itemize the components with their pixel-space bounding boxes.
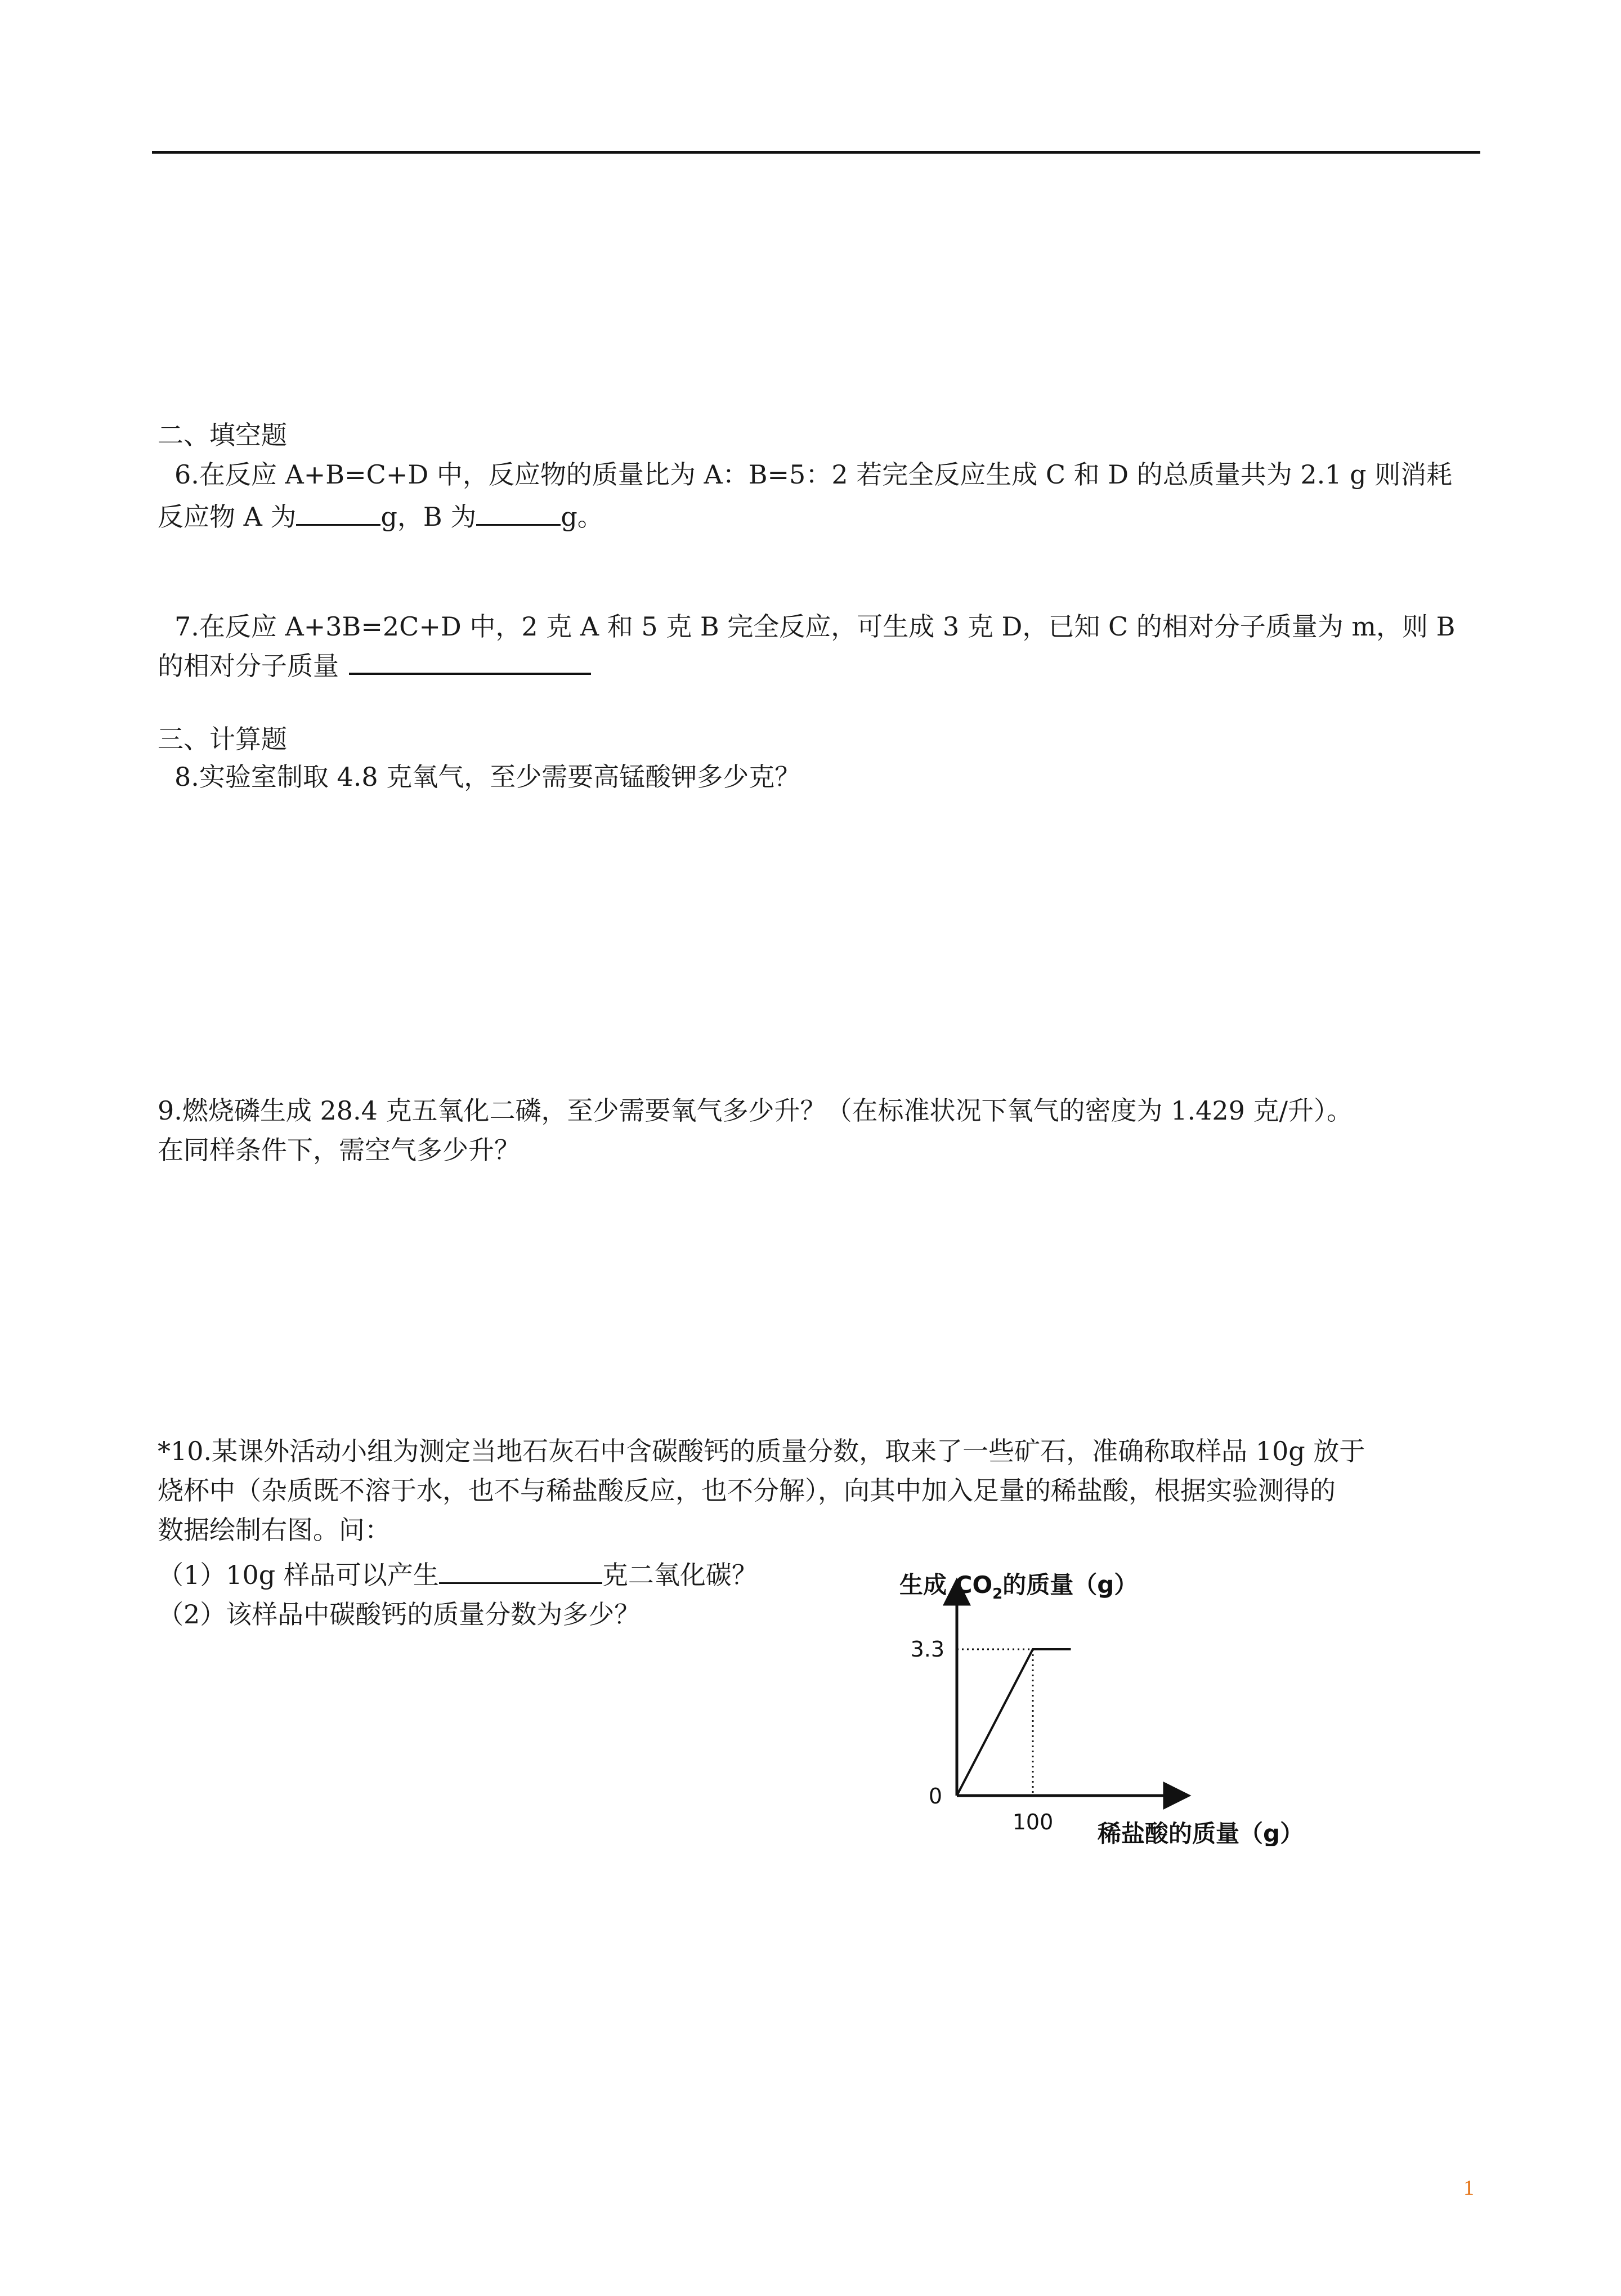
- question-9-line-2: 在同样条件下，需空气多少升？: [158, 1135, 520, 1165]
- question-6-text-b: g，B 为: [380, 502, 477, 532]
- question-10-line-1: *10.某课外活动小组为测定当地石灰石中含碳酸钙的质量分数，取来了一些矿石，准确称取样品 10g 放于: [158, 1436, 1365, 1466]
- question-10-sub-1: [158, 1559, 758, 1591]
- chart-origin-label: 0: [928, 1784, 942, 1809]
- question-7-line-1: 7.在反应 A+3B=2C+D 中，2 克 A 和 5 克 B 完全反应，可生成 3 克 D，已知 C 的相对分子质量为 m，则 B: [174, 611, 1456, 642]
- page-number: 1: [1463, 2176, 1474, 2200]
- question-7-line-2: [158, 650, 591, 682]
- question-10-line-2: 烧杯中（杂质既不溶于水，也不与稀盐酸反应，也不分解），向其中加入足量的稀盐酸，根据实验测得的: [158, 1475, 1336, 1506]
- chart-series-line: [957, 1649, 1071, 1796]
- answer-blank-relative-mass[interactable]: [349, 650, 591, 675]
- co2-mass-chart: [878, 1554, 1328, 1846]
- chart-x-axis-label: 稀盐酸的质量（g）: [1098, 1820, 1304, 1846]
- question-9-line-1: 9.燃烧磷生成 28.4 克五氧化二磷，至少需要氧气多少升？（在标准状况下氧气的密度为 1.429 克/升）。: [158, 1095, 1353, 1126]
- chart-y-tick-label: 3.3: [910, 1636, 944, 1662]
- question-7-text: 的相对分子质量: [158, 651, 339, 681]
- chart-y-label-sub: 2: [992, 1586, 1003, 1603]
- answer-blank-b[interactable]: [476, 502, 561, 526]
- question-10-sub-1-text-a: （1）10g 样品可以产生: [158, 1560, 439, 1590]
- section-heading-fill-blank: 二、填空题: [158, 420, 287, 450]
- question-10-line-3: 数据绘制右图。问：: [158, 1515, 391, 1545]
- question-6-text-c: g。: [561, 502, 603, 532]
- chart-x-tick-label: 100: [1012, 1810, 1054, 1834]
- question-10-sub-2: （2）该样品中碳酸钙的质量分数为多少？: [158, 1599, 641, 1630]
- question-6-line-2: [158, 501, 603, 532]
- question-10-sub-1-text-b: 克二氧化碳？: [602, 1560, 758, 1590]
- chart-y-axis-label: [899, 1571, 1138, 1603]
- answer-blank-co2-mass[interactable]: [439, 1560, 602, 1584]
- section-heading-calculation: 三、计算题: [158, 724, 287, 754]
- question-6-line-1: 6.在反应 A+B=C+D 中，反应物的质量比为 A：B=5：2 若完全反应生成 C 和 D 的总质量共为 2.1 g 则消耗: [174, 459, 1453, 490]
- chart-y-label-suffix: 的质量（g）: [1002, 1571, 1138, 1599]
- chart-y-label-prefix: 生成 CO: [899, 1571, 993, 1599]
- question-6-text-a: 反应物 A 为: [158, 502, 297, 532]
- question-8: 8.实验室制取 4.8 克氧气，至少需要高锰酸钾多少克？: [174, 762, 801, 792]
- header-rule: [152, 151, 1480, 154]
- answer-blank-a[interactable]: [296, 502, 380, 526]
